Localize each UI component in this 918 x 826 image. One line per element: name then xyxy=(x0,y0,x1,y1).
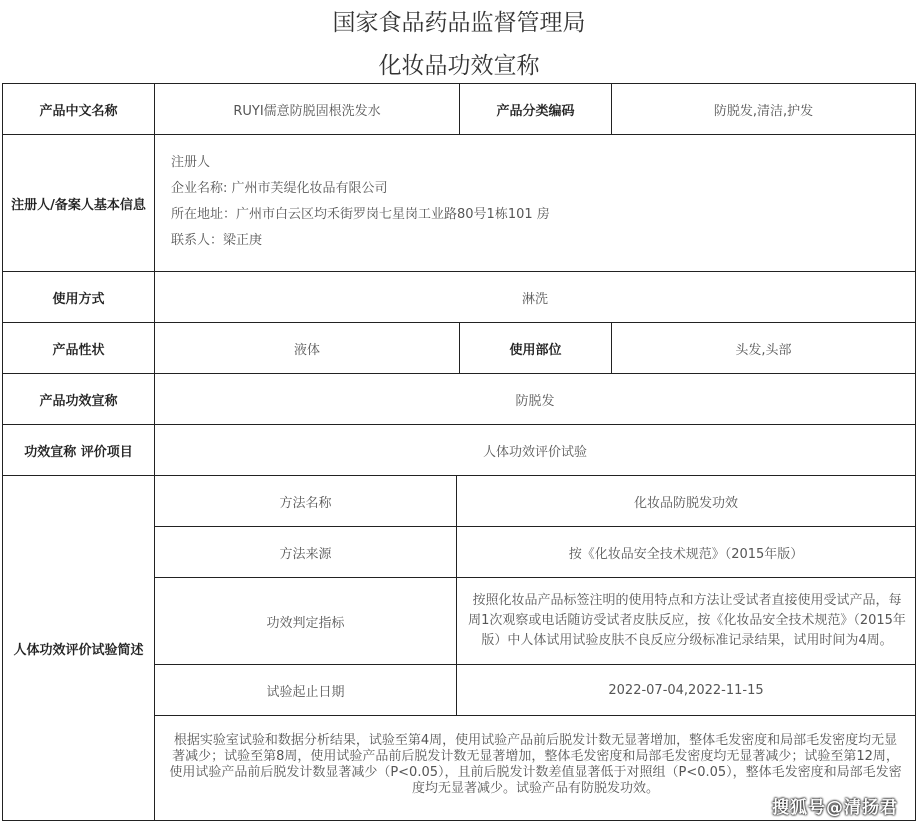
eval-value: 人体功效评价试验 xyxy=(482,444,587,460)
usage-label: 使用方式 xyxy=(52,291,105,307)
product-name-label: 产品中文名称 xyxy=(39,103,118,119)
product-name-value: RUYI儒意防脱固根洗发水 xyxy=(233,103,381,119)
registrant-label: 注册人/备案人基本信息 xyxy=(11,197,146,213)
eval-label: 功效宣称 评价项目 xyxy=(24,444,133,460)
company-name: 企业名称: 广州市芙缇化妆品有限公司 xyxy=(171,181,388,196)
category-code-label: 产品分类编码 xyxy=(496,103,575,119)
indicator-value: 按照化妆品产品标签注明的使用特点和方法让受试者直接使用受试产品，每周1次观察或电话随访受试者皮肤反应，按《化妆品安全技术规范》（2015年版）中人体试用试验皮肤不良反应分级标准记录结果，试用时间为4周。 xyxy=(468,593,906,648)
form-value: 液体 xyxy=(293,342,320,358)
claim-label: 产品功效宣称 xyxy=(39,393,118,409)
trial-label: 人体功效评价试验简述 xyxy=(13,642,144,658)
claim-value: 防脱发 xyxy=(515,393,555,409)
method-name-label: 方法名称 xyxy=(279,495,332,511)
site-value: 头发,头部 xyxy=(735,342,792,358)
page-subtitle: 化妆品功效宣称 xyxy=(378,53,540,79)
method-name-value: 化妆品防脱发功效 xyxy=(633,495,738,511)
company-address: 所在地址：广州市白云区均禾街罗岗七星岗工业路80号1栋101 房 xyxy=(171,207,550,222)
watermark: 搜狐号@清扬君 xyxy=(772,798,898,818)
dates-label: 试验起止日期 xyxy=(266,684,345,700)
site-label: 使用部位 xyxy=(509,342,562,358)
method-source-label: 方法来源 xyxy=(279,546,332,562)
agency-title: 国家食品药品监督管理局 xyxy=(332,10,586,36)
usage-value: 淋洗 xyxy=(521,291,548,307)
registrant-title: 注册人 xyxy=(171,155,211,170)
form-label: 产品性状 xyxy=(52,342,105,358)
trial-conclusion: 根据实验室试验和数据分析结果，试验至第4周，使用试验产品前后脱发计数无显著增加，整体毛发密度和局部毛发密度均无显著减少；试验至第8周，使用试验产品前后脱发计数无显著增加，整体毛发密度和局部毛发密度均无显著减少；试验至第12周，使用试验产品前后脱发计数显著减少（P<0.05），且前后脱发计数差值显著低于对照组（P<0.05），整体毛发密度和局部毛发密度均无显著减少。试验产品有防脱发功效。 xyxy=(169,733,902,796)
category-code-value: 防脱发,清洁,护发 xyxy=(713,103,814,119)
dates-value: 2022-07-04,2022-11-15 xyxy=(608,682,764,698)
method-source-value: 按《化妆品安全技术规范》（2015年版） xyxy=(568,546,804,562)
registrant-info xyxy=(171,150,550,254)
indicator-label: 功效判定指标 xyxy=(266,615,345,631)
contact-person: 联系人：梁正庚 xyxy=(171,233,263,248)
